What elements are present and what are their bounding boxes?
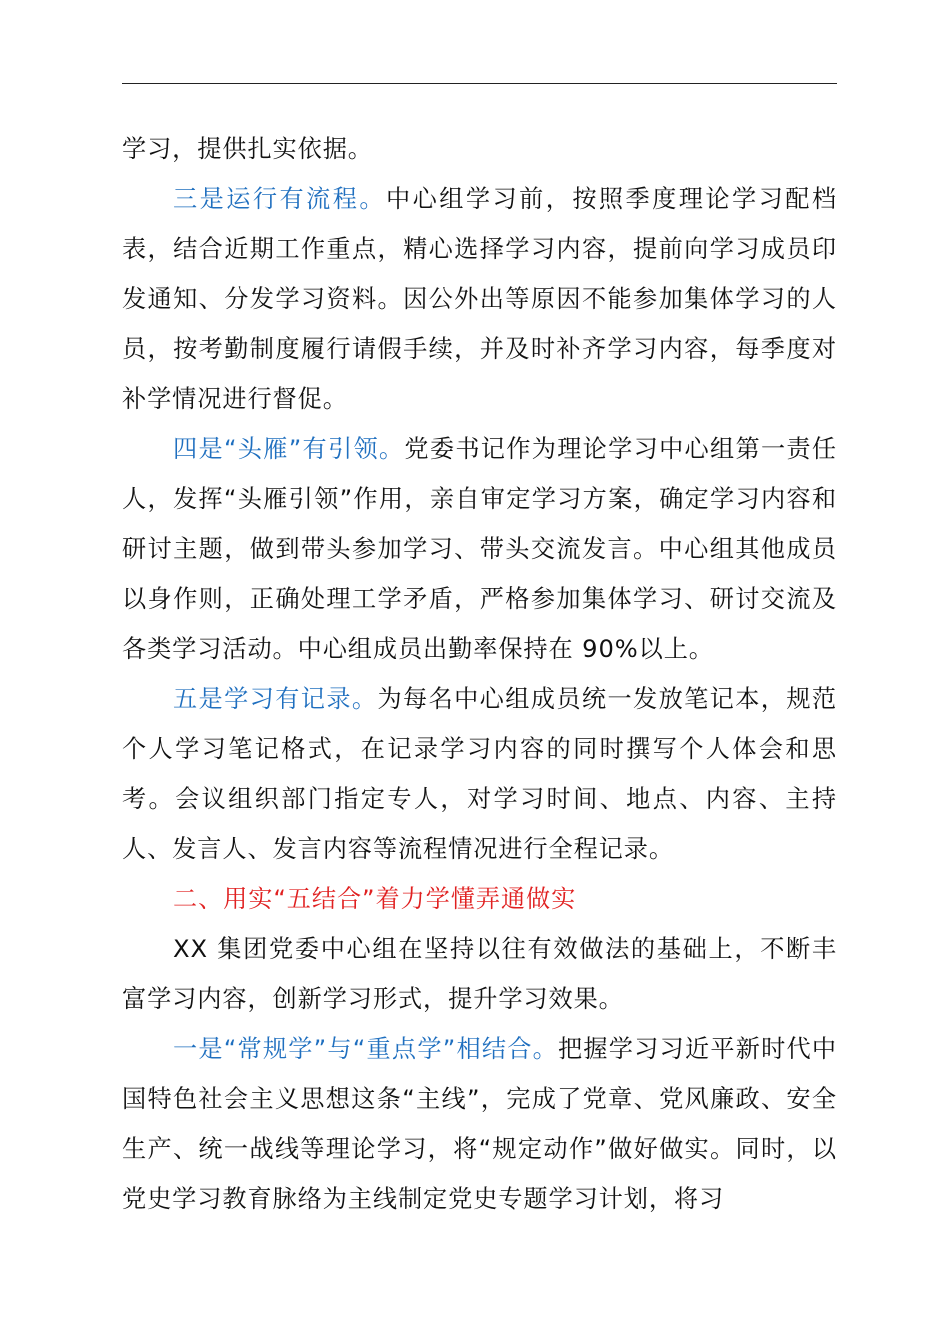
paragraph-lead: 五是学习有记录。 bbox=[173, 685, 378, 713]
document-body bbox=[122, 124, 837, 1224]
paragraph-leadership bbox=[122, 424, 837, 674]
section-heading: 二、用实“五结合”着力学懂弄通做实 bbox=[173, 885, 577, 913]
paragraph-text: 为每名中心组成员统一发放笔记本，规范个人学习笔记格式，在记录学习内容的同时撰写个人体会和思考。会议组织部门指定专人，对学习时间、地点、内容、主持人、发言人、发言内容等流程情况进行全程记录。 bbox=[122, 685, 837, 863]
header-rule bbox=[122, 83, 837, 84]
paragraph-lead: 四是“头雁”有引领。 bbox=[173, 435, 405, 463]
paragraph-text: 中心组学习前，按照季度理论学习配档表，结合近期工作重点，精心选择学习内容，提前向学习成员印发通知、分发学习资料。因公外出等原因不能参加集体学习的人员，按考勤制度履行请假手续，并及时补齐学习内容，每季度对补学情况进行督促。 bbox=[122, 185, 837, 413]
paragraph-intro bbox=[122, 924, 837, 1024]
paragraph-process bbox=[122, 174, 837, 424]
paragraph-text: XX 集团党委中心组在坚持以往有效做法的基础上，不断丰富学习内容，创新学习形式，提升学习效果。 bbox=[122, 935, 837, 1013]
paragraph-continuation bbox=[122, 124, 837, 174]
paragraph-lead: 一是“常规学”与“重点学”相结合。 bbox=[173, 1035, 558, 1063]
paragraph-text: 把握学习习近平新时代中国特色社会主义思想这条“主线”，完成了党章、党风廉政、安全生产、统一战线等理论学习，将“规定动作”做好做实。同时，以党史学习教育脉络为主线制定党史专题学习计划，将习 bbox=[122, 1035, 837, 1213]
paragraph-text: 学习，提供扎实依据。 bbox=[122, 135, 373, 163]
paragraph-text: 党委书记作为理论学习中心组第一责任人，发挥“头雁引领”作用，亲自审定学习方案，确定学习内容和研讨主题，做到带头参加学习、带头交流发言。中心组其他成员以身作则，正确处理工学矛盾，严格参加集体学习、研讨交流及各类学习活动。中心组成员出勤率保持在 90%以上。 bbox=[122, 435, 837, 663]
paragraph-lead: 三是运行有流程。 bbox=[173, 185, 386, 213]
paragraph-combination-one bbox=[122, 1024, 837, 1224]
paragraph-records bbox=[122, 674, 837, 874]
